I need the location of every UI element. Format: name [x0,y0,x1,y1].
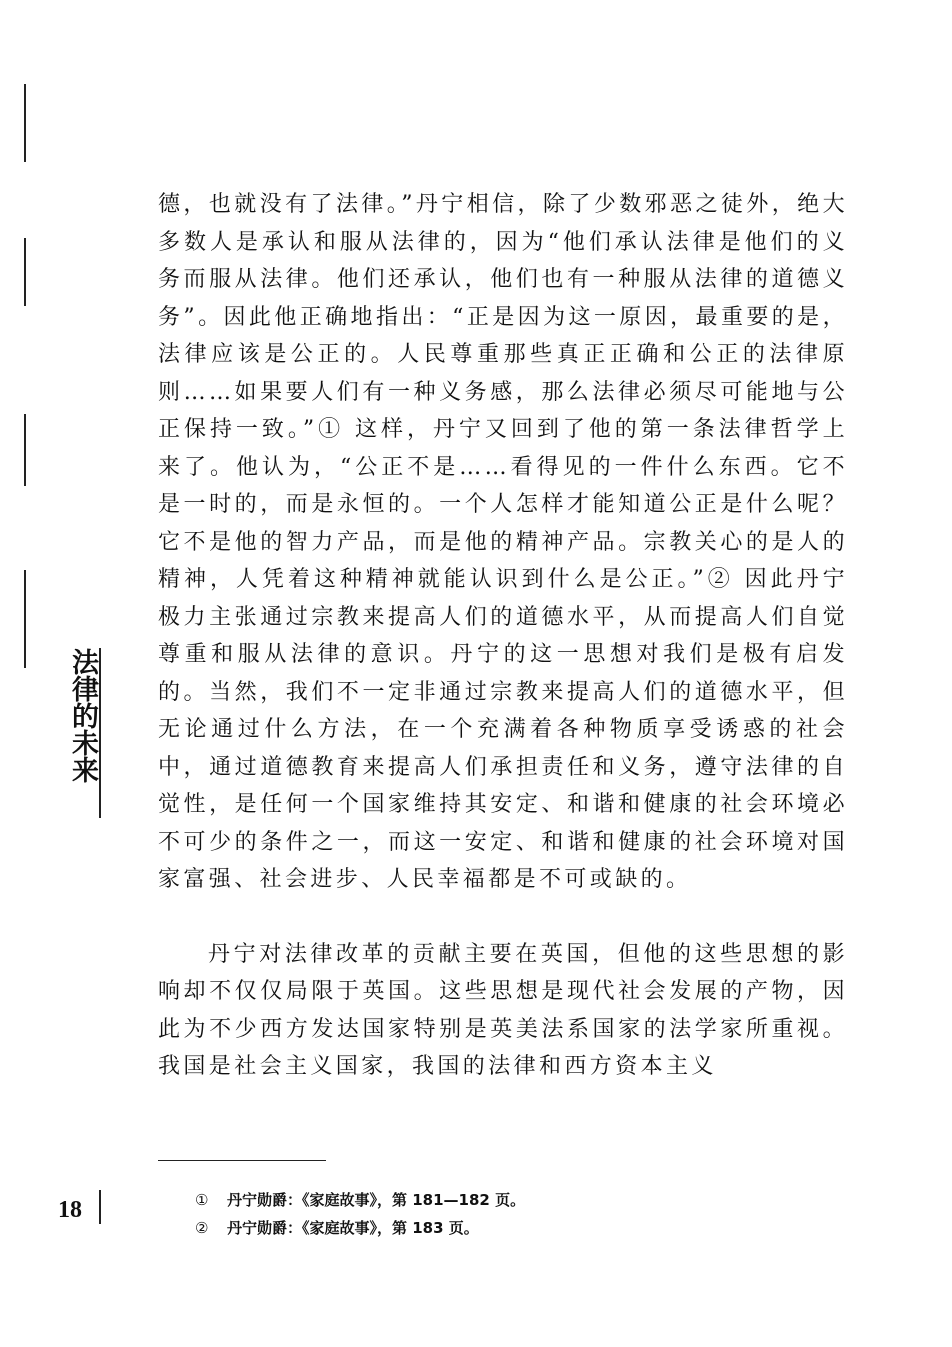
running-title: 法律的未来 [67,648,98,783]
footnote-text: 丹宁勋爵：《家庭故事》，第 181—182 页。 [227,1191,526,1209]
margin-rule [24,238,26,306]
footnote-text: 丹宁勋爵：《家庭故事》，第 183 页。 [227,1219,479,1237]
margin-rule [24,414,26,486]
running-title-rule [99,648,101,818]
page-number: 18 [58,1197,82,1223]
footnote [195,1186,795,1214]
margin-rule [24,84,26,162]
paragraph: 丹宁对法律改革的贡献主要在英国，但他的这些思想的影响却不仅仅局限于英国。这些思想是现代社会发展的产物，因此为不少西方发达国家特别是英美法系国家的法学家所重视。我国是社会主义国家，我国的法律和西方资本主义 [158,941,848,1079]
body-text [158,186,848,1086]
footnote-divider [158,1160,326,1161]
margin-rule [24,570,26,668]
footnote-mark: ① [195,1191,209,1209]
footnote [195,1214,795,1242]
footnotes [195,1186,795,1242]
footnote-mark: ② [195,1219,209,1237]
paragraph: 德，也就没有了法律。”丹宁相信，除了少数邪恶之徒外，绝大多数人是承认和服从法律的，因为“他们承认法律是他们的义务而服从法律。他们还承认，他们也有一种服从法律的道德义务”。因此他正确地指出：“正是因为这一原因，最重要的是，法律应该是公正的。人民尊重那些真正正确和公正的法律原则……如果要人们有一种义务感，那么法律必须尽可能地与公正保持一致。”① 这样，丹宁又回到了他的第一条法律哲学上来了。他认为，“公正不是……看得见的一件什么东西。它不是一时的，而是永恒的。一个人怎样才能知道公正是什么呢？它不是他的智力产品，而是他的精神产品。宗教关心的是人的精神，人凭着这种精神就能认识到什么是公正。”② 因此丹宁极力主张通过宗教来提高人们的道德水平，从而提高人们自觉尊重和服从法律的意识。丹宁的这一思想对我们是极有启发的。当然，我们不一定非通过宗教来提高人们的道德水平，但无论通过什么方法，在一个充满着各种物质享受诱惑的社会中，通过道德教育来提高人们承担责任和义务，遵守法律的自觉性，是任何一个国家维持其安定、和谐和健康的社会环境必不可少的条件之一，而这一安定、和谐和健康的社会环境对国家富强、社会进步、人民幸福都是不可或缺的。 [158,192,848,892]
page-number-rule [99,1190,101,1224]
